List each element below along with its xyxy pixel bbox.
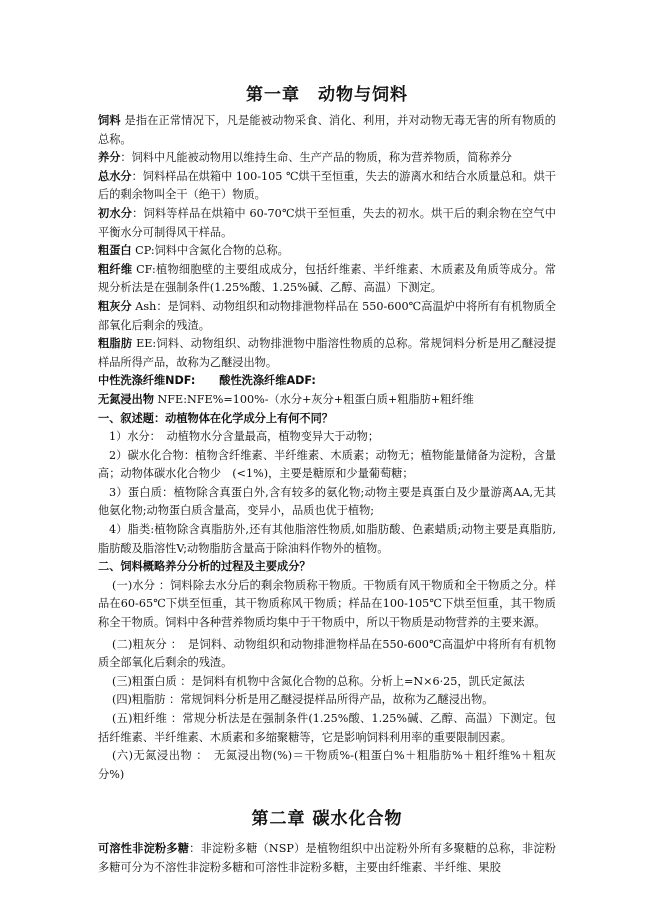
term: 饲料 — [98, 114, 121, 127]
q1-item: 2）碳水化合物：植物含纤维素、半纤维素、木质素；动物无；植物能量储备为淀粉，含量高；动物体碳水化合物少 (<1%)，主要是糖原和少量葡萄糖； — [98, 448, 556, 481]
q1-item: 1）水分： 动植物水分含量最高，植物变异大于动物； — [109, 430, 380, 444]
definition: ：饲料中凡能被动物用以维持生命、生产产品的物质，称为营养物质，简称养分 — [120, 151, 512, 165]
definition: EE:饲料、动物组织、动物排泄物中脂溶性物质的总称。常规饲料分析是用乙醚浸提样品所得产品，故称为乙醚浸出物。 — [98, 337, 556, 369]
chapter-1-title: 第一章 动物与饲料 — [246, 85, 408, 105]
document-page — [98, 84, 556, 878]
q2-item: (六)无氮浸出物 ： 无氮浸出物(%)＝干物质%-(粗蛋白%＋粗脂肪%＋粗纤维%＋粗灰分%) — [98, 749, 556, 781]
definition: CP:饲料中含氮化合物的总称。 — [131, 244, 289, 258]
question-1-title: 一、叙述题：动植物体在化学成分上有何不同？ — [98, 411, 333, 425]
term: 可溶性非淀粉多糖 — [98, 842, 190, 856]
def-total-moisture — [98, 168, 556, 205]
q2-item: (四)粗脂肪 ：常规饲料分析是用乙醚浸提样品所得产品，故称为乙醚浸出物。 — [112, 693, 494, 707]
definition: Ash：是饲料、动物组织和动物排泄物样品在 550-600℃高温炉中将所有有机物质全部氧化后剩余的残渣。 — [98, 299, 556, 332]
definition: ：饲料等样品在烘箱中 60-70℃烘干至恒重，失去的初水。烘干后的剩余物在空气中平衡水分可制得风干样品。 — [98, 206, 556, 239]
adf-label: ADF: — [286, 374, 316, 388]
def-nfe — [98, 391, 556, 410]
q2-item: (二)粗灰分 ： 是饲料、动物组织和动物排泄物样品在550-600℃高温炉中将所有有机物质全部氧化后剩余的残渣。 — [98, 637, 556, 670]
q2-item: (一)水分 ：饲料除去水分后的剩余物质称干物质。干物质有风干物质和全干物质之分。样品在60-65℃下烘至恒重，其干物质称风干物质；样品在100-105℃下烘至恒重，其干物质称全干物质。饲料中各种营养物质均集中于干物质中，所以干物质是动物营养的主要来源。 — [98, 578, 556, 630]
q1-item: 4）脂类:植物除含真脂肪外,还有其他脂溶性物质,如脂肪酸、色素蜡质;动物主要是真脂肪,脂肪酸及脂溶性V;动物脂肪含量高于除油料作物外的植物。 — [98, 523, 556, 555]
definition: ：饲料样品在烘箱中 100-105 ℃烘干至恒重，失去的游离水和结合水质量总和。烘干后的剩余物叫全干（绝干）物质。 — [98, 169, 556, 202]
term: 总水分 — [98, 169, 132, 183]
term: 粗纤维 — [98, 262, 133, 276]
ndf-label: NDF: — [165, 374, 196, 388]
def-initial-moisture — [98, 205, 556, 242]
def-feed — [98, 112, 556, 149]
def-crude-protein — [98, 242, 556, 261]
definition: NFE:NFE%=100%-（水分+灰分+粗蛋白质+粗脂肪+粗纤维 — [153, 392, 474, 406]
def-crude-fiber — [98, 261, 556, 298]
term: 酸性洗涤纤维 — [219, 374, 287, 388]
definition: CF:植物细胞壁的主要组成成分，包括纤维素、半纤维素、木质素及角质等成分。常规分析法是在强制条件(1.25%酸、1.25%碱、乙醇、高温）下测定。 — [98, 262, 556, 295]
def-nutrient — [98, 149, 556, 168]
def-ndf-adf — [98, 372, 556, 391]
term: 粗蛋白 — [98, 244, 132, 258]
def-soluble-nsp — [98, 840, 556, 877]
q1-item: 3）蛋白质：植物除含真蛋白外,含有较多的氨化物;动物主要是真蛋白及少量游离AA,无其他氨化物;动物蛋白质含量高，变异小，品质也优于植物; — [98, 485, 556, 518]
term: 初水分 — [98, 206, 133, 220]
term: 无氮浸出物 — [98, 392, 154, 406]
term: 粗灰分 — [98, 299, 132, 313]
term: 养分 — [98, 151, 121, 165]
def-crude-fat — [98, 335, 556, 372]
def-crude-ash — [98, 298, 556, 335]
q2-item: (五)粗纤维 ：常规分析法是在强制条件(1.25%酸、1.25%碱、乙醇、高温）下测定。包括纤维素、半纤维素、木质素和多缩聚糖等，它是影响饲料利用率的重要限制因素。 — [98, 712, 556, 744]
term: 粗脂肪 — [98, 337, 133, 351]
question-2-title: 二、饲料概略养分分析的过程及主要成分？ — [98, 560, 311, 574]
definition: ：非淀粉多糖（NSP）是植物组织中出淀粉外所有多聚糖的总称，非淀粉多糖可分为不溶性非淀粉多糖和可溶性非淀粉多糖，主要由纤维素、半纤维、果胶 — [98, 842, 556, 874]
chapter-2-title: 第二章 碳水化合物 — [251, 809, 403, 830]
term: 中性洗涤纤维 — [98, 374, 166, 388]
definition: 是指在正常情况下，凡是能被动物采食、消化、利用，并对动物无毒无害的所有物质的总称。 — [98, 114, 556, 146]
q2-item: (三)粗蛋白质 ：是饲料有机物中含氮化合物的总称。分析上=N×6·25，凯氏定氮法 — [112, 674, 525, 688]
